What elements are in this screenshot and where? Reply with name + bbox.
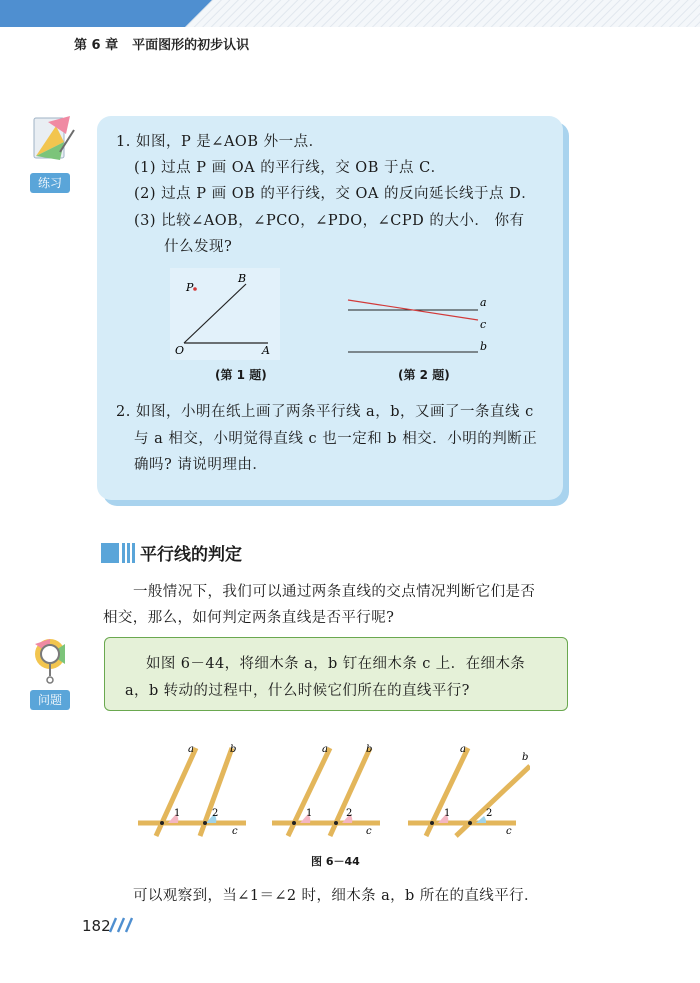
d3-label-c: c [506, 826, 512, 837]
d2-label-a: a [322, 744, 328, 755]
d1-label-c: c [232, 826, 238, 837]
question-badge: 问题 [30, 690, 70, 710]
chapter-number: 第 6 章 [74, 38, 119, 53]
section-para-line-2: 相交，那么，如何判定两条直线是否平行呢? [103, 610, 395, 626]
chapter-title: 平面图形的初步认识 [132, 38, 250, 53]
page-number: 182 [82, 917, 111, 935]
d3-angle-1: 1 [444, 808, 451, 819]
d1-angle-1: 1 [174, 808, 181, 819]
section-para-line-1: 一般情况下，我们可以通过两条直线的交点情况判断它们是否 [133, 584, 536, 600]
section-title: 平行线的判定 [140, 545, 242, 565]
question-line-2: a，b 转动的过程中，什么时候它们所在的直线平行? [125, 683, 470, 699]
conclusion-text: 可以观察到，当∠1＝∠2 时，细木条 a，b 所在的直线平行． [133, 888, 539, 904]
label-line-a: a [480, 296, 487, 309]
label-a: A [262, 344, 270, 357]
exercise-badge: 练习 [30, 173, 70, 193]
d3-label-a: a [460, 744, 466, 755]
figure1-caption: (第 1 题) [215, 368, 267, 382]
question-line-1: 如图 6－44，将细木条 a，b 钉在细木条 c 上．在细木条 [146, 656, 526, 672]
d2-angle-2: 2 [346, 808, 353, 819]
q1-intro: 1. 如图，P 是∠AOB 外一点． [116, 134, 324, 150]
figure-parallel-lines [344, 290, 494, 360]
d2-angle-1: 1 [306, 808, 313, 819]
d2-label-b: b [366, 744, 373, 755]
q2-line-3: 确吗? 请说明理由． [134, 457, 268, 473]
figure-6-44 [130, 736, 530, 846]
label-line-c: c [480, 318, 487, 331]
question-icon [30, 636, 74, 688]
d3-angle-2: 2 [486, 808, 493, 819]
section-marker [101, 543, 137, 563]
q2-line-1: 2. 如图，小明在纸上画了两条平行线 a，b，又画了一条直线 c [116, 404, 534, 420]
d3-label-b: b [522, 752, 529, 763]
figure-angle-aob [170, 268, 280, 360]
label-b: B [238, 272, 247, 285]
stick-diagram-2 [272, 744, 380, 837]
q1-part-3-cont: 什么发现? [164, 239, 233, 255]
q2-line-2: 与 a 相交，小明觉得直线 c 也一定和 b 相交．小明的判断正 [134, 431, 538, 447]
q1-part-2: (2) 过点 P 画 OB 的平行线，交 OA 的反向延长线于点 D． [134, 186, 537, 202]
figure-caption: 图 6－44 [311, 855, 360, 868]
d1-label-a: a [188, 744, 194, 755]
page-number-slashes [108, 916, 134, 934]
label-p: P [186, 281, 194, 294]
figure2-caption: (第 2 题) [398, 368, 450, 382]
stick-diagram-3 [408, 744, 530, 837]
label-line-b: b [480, 340, 488, 353]
exercise-icon [30, 112, 76, 168]
label-o: O [175, 344, 185, 357]
d1-angle-2: 2 [212, 808, 219, 819]
d2-label-c: c [366, 826, 372, 837]
chapter-heading [74, 34, 263, 53]
d1-label-b: b [230, 744, 237, 755]
stick-diagram-1 [138, 744, 246, 837]
q1-part-1: (1) 过点 P 画 OA 的平行线，交 OB 于点 C． [134, 160, 446, 176]
q1-part-3: (3) 比较∠AOB，∠PCO，∠PDO，∠CPD 的大小． 你有 [134, 213, 525, 229]
